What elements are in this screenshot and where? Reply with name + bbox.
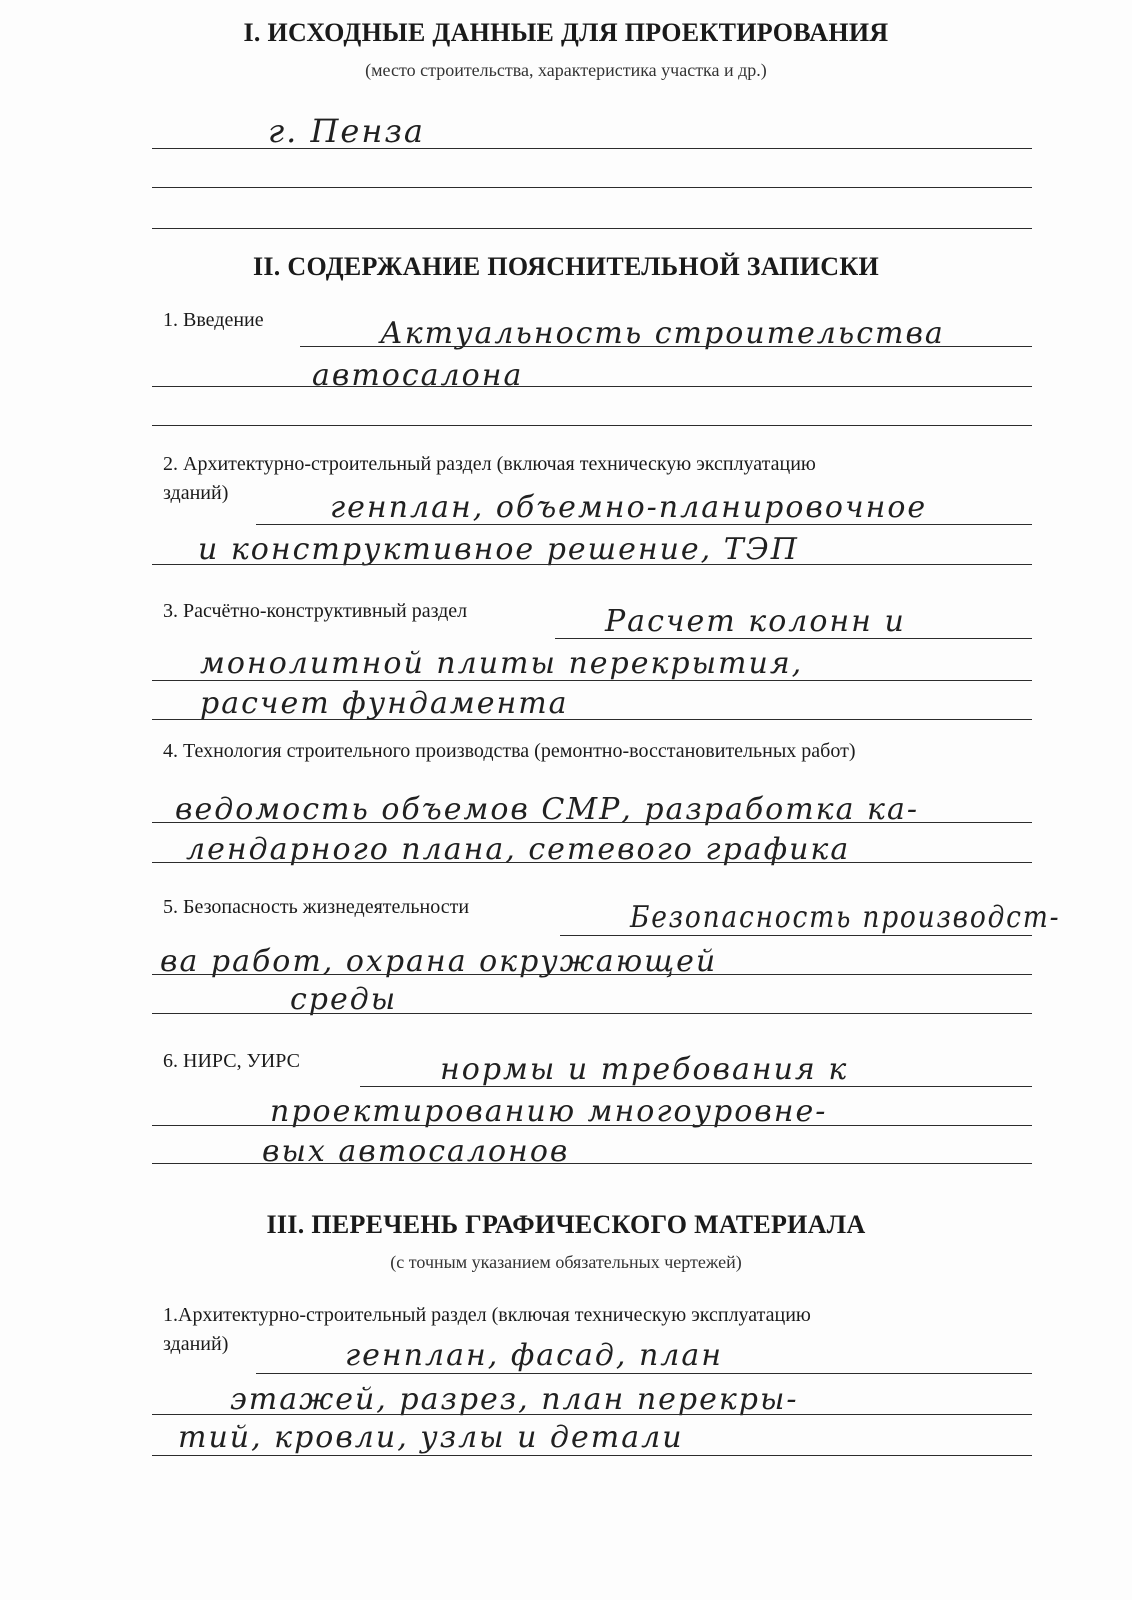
fill-line xyxy=(152,1455,1032,1456)
fill-line xyxy=(152,680,1032,681)
fill-line xyxy=(300,346,1032,347)
handwriting-item-4-line-1: ведомость объемов СМР, разработка ка- xyxy=(175,792,919,827)
fill-line xyxy=(256,1373,1032,1374)
fill-line xyxy=(152,425,1032,426)
handwriting-item-3-line-1: Расчет колонн и xyxy=(605,604,906,639)
item-4-label: 4. Технология строительного производства (ремонтно-восстановительных работ) xyxy=(163,740,856,762)
fill-line xyxy=(152,822,1032,823)
section-3-title: III. ПЕРЕЧЕНЬ ГРАФИЧЕСКОГО МАТЕРИАЛА xyxy=(266,1210,866,1239)
handwriting-item-6-line-2: проектированию многоуровне- xyxy=(270,1094,828,1129)
handwriting-item-5-line-1: Безопасность производст- xyxy=(630,900,1061,935)
handwriting-item-5-line-3: среды xyxy=(290,982,398,1017)
fill-line xyxy=(152,386,1032,387)
handwriting-location: г. Пенза xyxy=(268,112,425,150)
fill-line xyxy=(360,1086,1032,1087)
fill-line xyxy=(152,1163,1032,1164)
section-3-subtitle: (с точным указанием обязательных чертежей) xyxy=(390,1252,742,1272)
handwriting-graphic-line-1: генплан, фасад, план xyxy=(345,1338,724,1373)
fill-line xyxy=(152,148,1032,149)
section-1-title: I. ИСХОДНЫЕ ДАННЫЕ ДЛЯ ПРОЕКТИРОВАНИЯ xyxy=(243,18,889,47)
handwriting-item-3-line-3: расчет фундамента xyxy=(200,686,569,721)
fill-line xyxy=(152,1414,1032,1415)
fill-line xyxy=(152,1125,1032,1126)
handwriting-item-3-line-2: монолитной плиты перекрытия, xyxy=(200,646,804,681)
graphic-item-1-label-cont: зданий) xyxy=(163,1333,229,1355)
item-2-label: 2. Архитектурно-строительный раздел (включая техническую эксплуатацию xyxy=(163,453,816,475)
fill-line xyxy=(555,638,1032,639)
item-5-label: 5. Безопасность жизнедеятельности xyxy=(163,896,470,918)
fill-line xyxy=(560,935,1032,936)
handwriting-item-4-line-2: лендарного плана, сетевого графика xyxy=(186,832,851,867)
item-6-label: 6. НИРС, УИРС xyxy=(163,1050,300,1072)
fill-line xyxy=(152,974,1032,975)
fill-line xyxy=(152,187,1032,188)
item-1-label: 1. Введение xyxy=(163,309,264,331)
handwriting-graphic-line-2: этажей, разрез, план перекры- xyxy=(230,1382,799,1417)
section-2-title: II. СОДЕРЖАНИЕ ПОЯСНИТЕЛЬНОЙ ЗАПИСКИ xyxy=(252,252,880,281)
handwriting-item-6-line-1: нормы и требования к xyxy=(440,1052,849,1087)
item-3-label: 3. Расчётно-конструктивный раздел xyxy=(163,600,468,622)
handwriting-item-2-line-1: генплан, объемно-планировочное xyxy=(330,490,928,525)
handwriting-item-5-line-2: ва работ, охрана окружающей xyxy=(160,944,718,979)
fill-line xyxy=(152,228,1032,229)
graphic-item-1-label: 1.Архитектурно-строительный раздел (включая техническую эксплуатацию xyxy=(163,1304,811,1326)
item-2-label-cont: зданий) xyxy=(163,482,229,504)
fill-line xyxy=(256,524,1032,525)
handwriting-item-6-line-3: вых автосалонов xyxy=(262,1134,570,1169)
handwriting-item-1-line-2: автосалона xyxy=(312,358,524,393)
handwriting-graphic-line-3: тий, кровли, узлы и детали xyxy=(178,1420,684,1455)
fill-line xyxy=(152,862,1032,863)
section-1-subtitle: (место строительства, характеристика участка и др.) xyxy=(365,60,767,80)
fill-line xyxy=(152,1013,1032,1014)
fill-line xyxy=(152,564,1032,565)
handwriting-item-2-line-2: и конструктивное решение, ТЭП xyxy=(198,532,799,567)
fill-line xyxy=(152,719,1032,720)
handwriting-item-1-line-1: Актуальность строительства xyxy=(380,316,945,351)
